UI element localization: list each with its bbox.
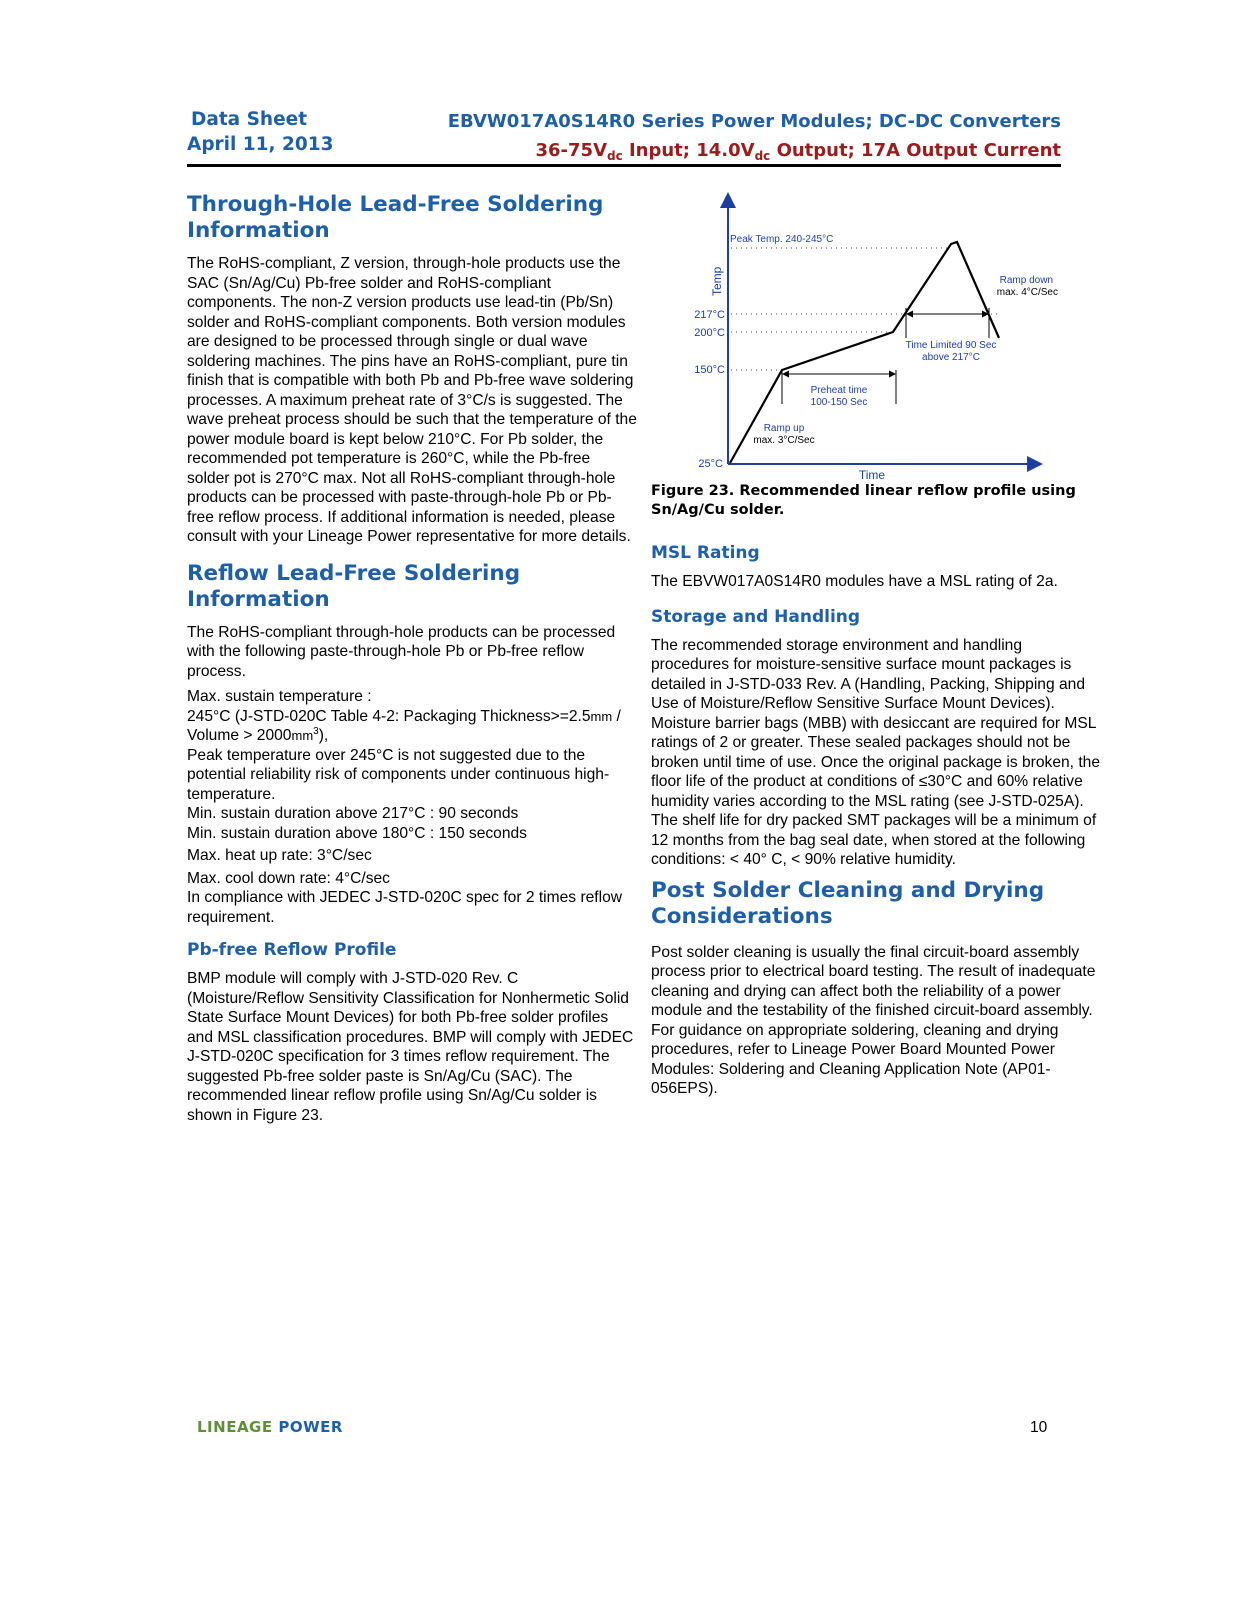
preheat-sub: 100-150 Sec xyxy=(810,397,868,408)
post-solder-body: Post solder cleaning is usually the final circuit-board assembly process prior to electrical board testing. The result of inadequate cleaning and drying can affect both the reliability of a power module and the testability of the finished circuit-board assembly. For guidance on appropriate soldering, cleaning and drying procedures, refer to Lineage Power Board Mounted Power Modules: Soldering and Cleaning Application Note (AP01-056EPS). xyxy=(651,943,1096,1097)
max-sustain-value xyxy=(187,707,637,746)
reflow-intro: The RoHS-compliant through-hole products can be processed with the following paste-through-hole Pb or Pb-free reflow process. xyxy=(187,623,616,680)
max-sustain-text: / Volume > 2000 xyxy=(187,707,621,744)
page-number: 10 xyxy=(1030,1419,1048,1436)
msl-body: The EBVW017A0S14R0 modules have a MSL rating of 2a. xyxy=(651,573,1058,590)
superscript-3: 3 xyxy=(313,726,319,737)
t25-label: 25°C xyxy=(698,458,723,470)
pbfree-body: BMP module will comply with J-STD-020 Rev. C (Moisture/Reflow Sensitivity Classification for Nonhermetic Solid State Surface Mount Devices) for both Pb-free solder profiles and MSL classification procedures. BMP will comply with JEDEC J-STD-020C specification for 3 times reflow requirement. The suggested Pb-free solder paste is Sn/Ag/Cu (SAC). The recommended linear reflow profile using Sn/Ag/Cu solder is shown in Figure 23. xyxy=(187,970,634,1124)
unit-mm: mm xyxy=(590,708,613,724)
msl-heading: MSL Rating xyxy=(651,543,760,563)
pbfree-heading: Pb-free Reflow Profile xyxy=(187,940,397,960)
compliance: In compliance with JEDEC J-STD-020C spec for 2 times reflow requirement. xyxy=(187,889,623,926)
time-limited-sub: above 217°C xyxy=(922,352,980,363)
ramp-up-label: Ramp up xyxy=(763,423,805,434)
peak-note: Peak temperature over 245°C is not suggested due to the potential reliability risk of components under continuous high-temperature. xyxy=(187,746,610,803)
t150-label: 150°C xyxy=(694,364,725,376)
subtitle-subscript: dc xyxy=(754,149,771,163)
through-hole-heading: Through-Hole Lead-Free Soldering Information xyxy=(187,192,604,243)
ramp-up-rate: max. 3°C/Sec xyxy=(753,435,815,446)
cool-rate: Max. cool down rate: 4°C/sec xyxy=(187,869,390,887)
peak-label: Peak Temp. 240-245°C xyxy=(730,234,834,245)
max-sustain-label: Max. sustain temperature : xyxy=(187,688,372,705)
heat-rate: Max. heat up rate: 3°C/sec xyxy=(187,847,372,864)
max-sustain-text: ), xyxy=(318,727,329,744)
min-180: Min. sustain duration above 180°C : 150 seconds xyxy=(187,824,527,842)
subtitle-part: Input; 14.0V xyxy=(622,140,755,161)
figure-caption: Figure 23. Recommended linear reflow profile using Sn/Ag/Cu solder. xyxy=(651,483,1076,518)
left-column xyxy=(187,192,637,1125)
reflow-profile-diagram xyxy=(651,192,1103,482)
doc-title: EBVW017A0S14R0 Series Power Modules; DC-DC Converters xyxy=(447,111,1061,132)
right-column xyxy=(651,192,1103,1099)
reflow-heading: Reflow Lead-Free Soldering Information xyxy=(187,560,521,612)
subtitle-part: Output; 17A Output Current xyxy=(770,140,1061,161)
subtitle-part: 36-75V xyxy=(535,140,607,161)
ramp-down-rate: max. 4°C/Sec xyxy=(996,287,1058,298)
footer-brand xyxy=(197,1418,343,1436)
storage-body: The recommended storage environment and handling procedures for moisture-sensitive surface mount packages is detailed in J-STD-033 Rev. A (Handling, Packing, Shipping and Use of Moisture/Reflow Sensitive Surface Mount Devices). Moisture barrier bags (MBB) with desiccant are required for MSL ratings of 2 or greater. These sealed packages should not be broken until time of use. Once the original package is broken, the floor life of the product at conditions of ≤30°C and 60% relative humidity varies according to the MSL rating (see J-STD-025A). The shelf life for dry packed SMT packages will be a minimum of 12 months from the bag seal date, when stored at the following conditions: < 40° C, < 90% relative humidity. xyxy=(651,636,1101,868)
max-sustain-text: 245°C (J-STD-020C Table 4-2: Packaging Thickness>=2.5 xyxy=(187,707,591,725)
brand-power: POWER xyxy=(278,1418,343,1436)
doc-type: Data Sheet xyxy=(191,109,308,130)
header-right xyxy=(448,107,1061,165)
doc-subtitle xyxy=(448,136,1061,165)
y-axis-label: Temp xyxy=(710,266,724,296)
t200-label: 200°C xyxy=(694,327,725,339)
preheat-label: Preheat time xyxy=(810,385,868,396)
storage-heading: Storage and Handling xyxy=(651,606,861,627)
reflow-profile-figure xyxy=(651,192,1103,482)
through-hole-body: The RoHS-compliant, Z version, through-hole products use the SAC (Sn/Ag/Cu) Pb-free solder and RoHS-compliant components. The non-Z version products use lead-tin (Pb/Sn) solder and RoHS-compliant components. Both version modules are designed to be processed through single or dual wave soldering machines. The pins have an RoHS-compliant, pure tin finish that is compatible with both Pb and Pb-free wave soldering processes. A maximum preheat rate of 3°C/s is suggested. The wave preheat process should be such that the temperature of the power module board is kept below 210°C. For Pb solder, the recommended pot temperature is 260°C, while the Pb-free solder pot is 270°C max. Not all RoHS-compliant through-hole products can be processed with paste-through-hole Pb or Pb-free reflow process. If additional information is needed, please consult with your Lineage Power representative for more details. xyxy=(187,255,637,545)
time-limited-label: Time Limited 90 Sec xyxy=(905,340,997,351)
header-left xyxy=(187,107,334,157)
subtitle-subscript: dc xyxy=(607,149,623,163)
min-217: Min. sustain duration above 217°C : 90 seconds xyxy=(187,805,519,822)
doc-date: April 11, 2013 xyxy=(187,134,334,155)
post-solder-heading: Post Solder Cleaning and Drying Considerations xyxy=(651,877,1045,929)
header-rule xyxy=(187,164,1061,167)
ramp-down-label: Ramp down xyxy=(999,275,1053,286)
t217-label: 217°C xyxy=(694,309,725,321)
x-axis-label: Time xyxy=(858,468,886,482)
unit-mm: mm xyxy=(291,728,314,743)
brand-lineage: LINEAGE xyxy=(197,1418,273,1436)
